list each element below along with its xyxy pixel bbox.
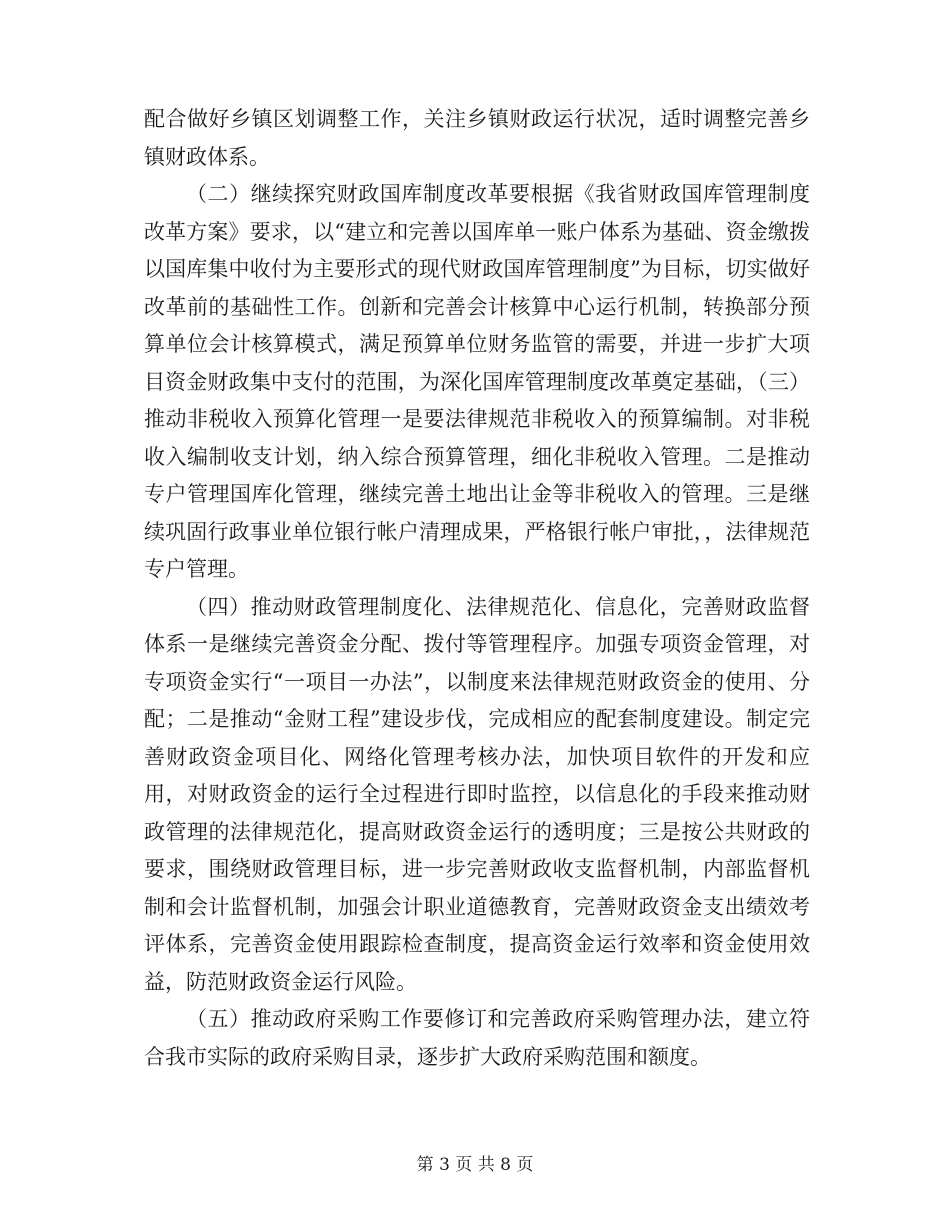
paragraph-continuation: 配合做好乡镇区划调整工作，关注乡镇财政运行状况，适时调整完善乡镇财政体系。	[144, 107, 810, 169]
page-footer	[0, 1150, 950, 1175]
paragraph-section-5: （五）推动政府采购工作要修订和完善政府采购管理办法，建立符合我市实际的政府采购目录，逐步扩大政府采购范围和额度。	[144, 1007, 810, 1069]
page-number-label: 第 3 页 共 8 页	[416, 1155, 534, 1175]
paragraph-section-2-3: （二）继续探究财政国库制度改革要根据《我省财政国库管理制度改革方案》要求，以“建立和完善以国库单一账户体系为基础、资金缴拨以国库集中收付为主要形式的现代财政国库管理制度”为目标，切实做好改革前的基础性工作。创新和完善会计核算中心运行机制，转换部分预算单位会计核算模式，满足预算单位财务监管的需要，并进一步扩大项目资金财政集中支付的范围，为深化国库管理制度改革奠定基础，（三）推动非税收入预算化管理一是要法律规范非税收入的预算编制。对非税收入编制收支计划，纳入综合预算管理，细化非税收入管理。二是推动专户管理国库化管理，继续完善土地出让金等非税收入的管理。三是继续巩固行政事业单位银行帐户清理成果，严格银行帐户审批，，法律规范专户管理。	[144, 182, 810, 581]
paragraph-section-4: （四）推动财政管理制度化、法律规范化、信息化，完善财政监督体系一是继续完善资金分配、拨付等管理程序。加强专项资金管理，对专项资金实行“一项目一办法”，以制度来法律规范财政资金的使用、分配；二是推动“金财工程”建设步伐，完成相应的配套制度建设。制定完善财政资金项目化、网络化管理考核办法，加快项目软件的开发和应用，对财政资金的运行全过程进行即时监控，以信息化的手段来推动财政管理的法律规范化，提高财政资金运行的透明度；三是按公共财政的要求，围绕财政管理目标，进一步完善财政收支监督机制，内部监督机制和会计监督机制，加强会计职业道德教育，完善财政资金支出绩效考评体系，完善资金使用跟踪检查制度，提高资金运行效率和资金使用效益，防范财政资金运行风险。	[144, 594, 810, 994]
document-body	[144, 101, 810, 1076]
